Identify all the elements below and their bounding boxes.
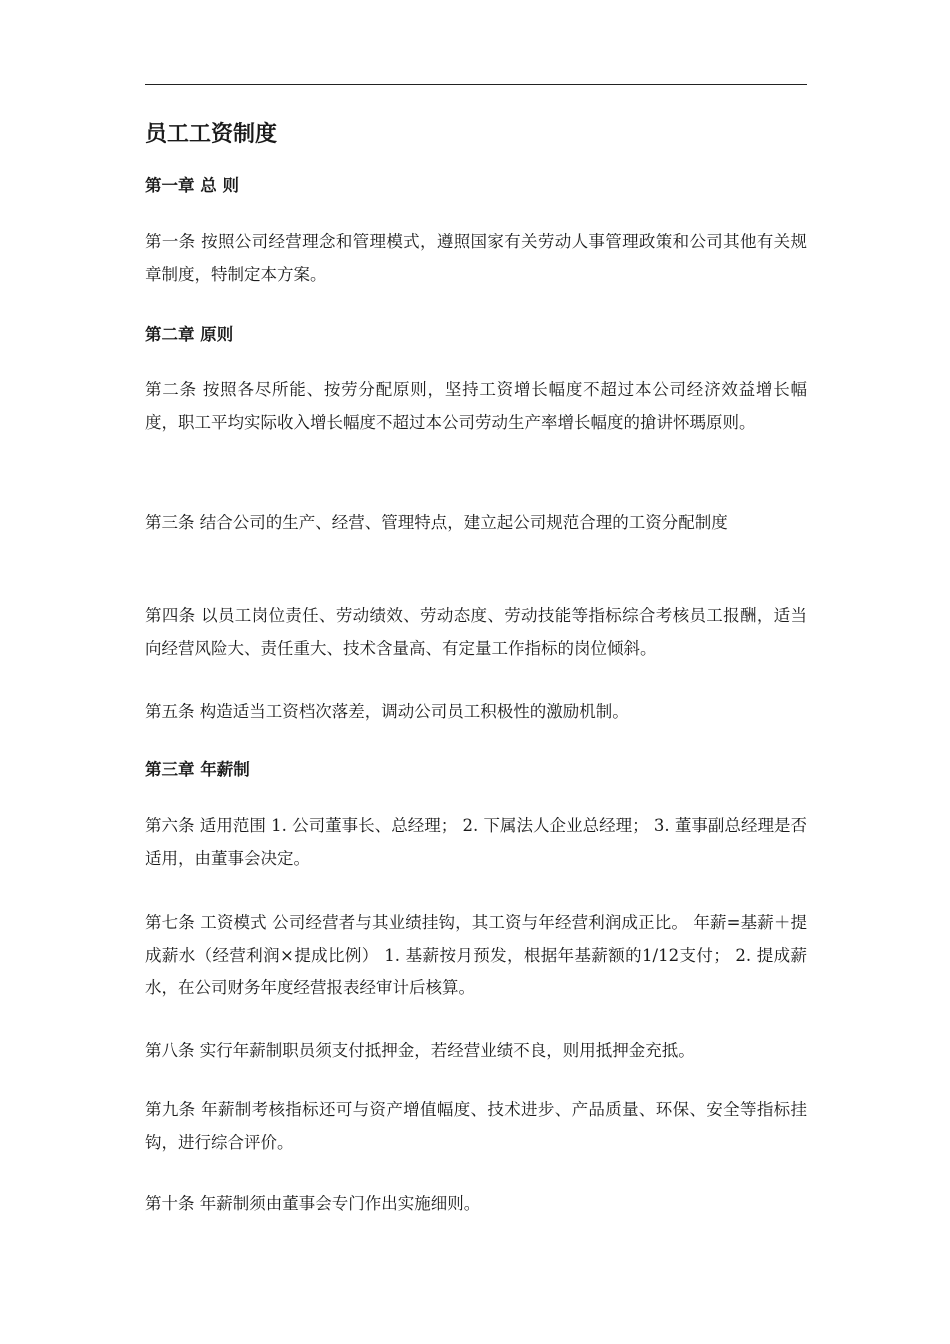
document-page: [145, 0, 807, 1344]
chapter-1-heading: 第一章 总 则: [145, 176, 239, 195]
article-10: 第十条 年薪制须由董事会专门作出实施细则。: [145, 1194, 481, 1213]
article-1: 第一条 按照公司经营理念和管理模式，遵照国家有关劳动人事管理政策和公司其他有关规章制度，特制定本方案。: [145, 232, 807, 284]
chapter-2-heading: 第二章 原则: [145, 325, 234, 344]
article-4: 第四条 以员工岗位责任、劳动绩效、劳动态度、劳动技能等指标综合考核员工报酬，适当向经营风险大、责任重大、技术含量高、有定量工作指标的岗位倾斜。: [145, 606, 807, 658]
chapter-3-heading: 第三章 年薪制: [145, 760, 250, 779]
article-7: 第七条 工资模式 公司经营者与其业绩挂钩，其工资与年经营利润成正比。 年薪=基薪＋提成薪水（经营利润×提成比例） 1. 基薪按月预发，根据年基薪额的1/12支付； 2. 提成薪水，在公司财务年度经营报表经审计后核算。: [145, 913, 807, 997]
article-9: 第九条 年薪制考核指标还可与资产增值幅度、技术进步、产品质量、环保、安全等指标挂钩，进行综合评价。: [145, 1100, 807, 1152]
article-8: 第八条 实行年薪制职员须支付抵押金，若经营业绩不良，则用抵押金充抵。: [145, 1041, 695, 1060]
header-rule: [145, 84, 807, 85]
document-title: 员工工资制度: [145, 122, 278, 147]
article-2: 第二条 按照各尽所能、按劳分配原则，坚持工资增长幅度不超过本公司经济效益增长幅度，职工平均实际收入增长幅度不超过本公司劳动生产率增长幅度的搶讲怀瑪原则。: [145, 380, 807, 432]
article-3: 第三条 结合公司的生产、经营、管理特点，建立起公司规范合理的工资分配制度: [145, 513, 728, 532]
article-6: 第六条 适用范围 1. 公司董事长、总经理； 2. 下属法人企业总经理； 3. 董事副总经理是否适用，由董事会决定。: [145, 816, 807, 868]
article-5: 第五条 构造适当工资档次落差，调动公司员工积极性的激励机制。: [145, 702, 629, 721]
